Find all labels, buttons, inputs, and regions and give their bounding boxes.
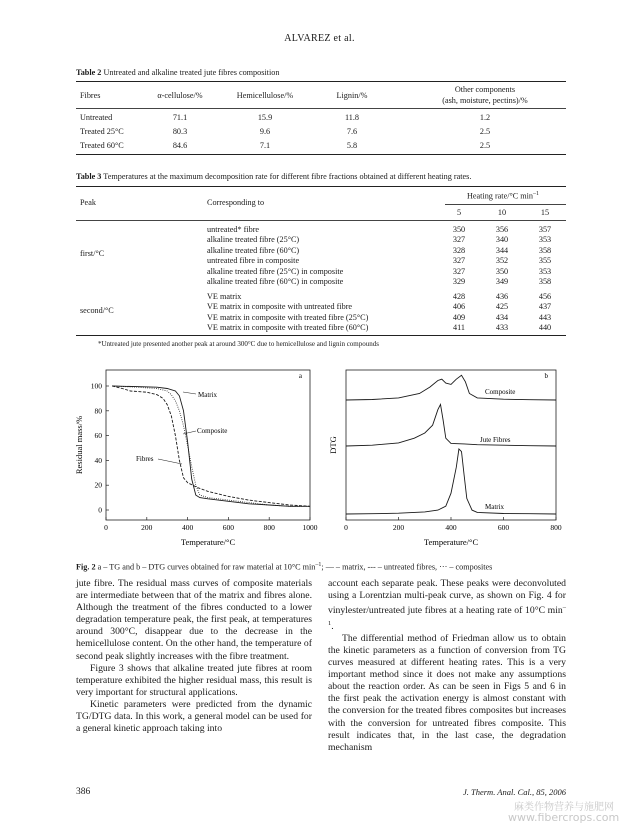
paragraph: The differential method of Friedman allow us to obtain the kinetic parameters as a function of conversion from TG curves measured at different heating rates. This is a very important method since it does not make any assumptions about the reaction order. As can be seen in Figs 5 and 6 in the first peak the activation energy is almost constant with the conversion for the treated fibres composites but increases with the conversion for untreated fibres composite. This result indicates that, in the last case, the degradation mechanism (328, 632, 566, 753)
rate-header-5: 5 (456, 208, 462, 217)
table-cell: alkaline treated fibre (60°C) (207, 245, 300, 255)
x-tick-label: 600 (222, 523, 235, 532)
table-cell: 352 (495, 256, 509, 266)
table-cell: Treated 25°C (80, 127, 124, 136)
table-cell: 443 (538, 312, 552, 322)
table-cell: 7.1 (259, 141, 271, 150)
table2-caption (76, 67, 279, 78)
table3-bottom-rule (76, 335, 566, 336)
table3-header-rule (76, 220, 566, 221)
table2-header-other-1: Other components (454, 85, 516, 94)
table-cell: 357 (538, 225, 552, 234)
panel-a-annotation-matrix: Matrix (198, 391, 218, 399)
x-tick-label: 400 (181, 523, 194, 532)
table3-top-rule (76, 186, 566, 187)
journal-reference: J. Therm. Anal. Cal., 85, 2006 (462, 787, 566, 797)
table3-peak-second: second/°C (80, 306, 114, 315)
figure-caption-text: a – TG and b – DTG curves obtained for raw material at 10°C min (95, 562, 316, 572)
table-cell: 327 (452, 235, 466, 245)
series-line-fibres (112, 386, 310, 506)
table-cell: 350 (452, 225, 466, 234)
paragraph-text: account each separate peak. These peaks were deconvoluted using a Lorentzian multi-peak curve, as shown on Fig. 4 for vinylester/untreated jute fibres at a heating rate of 10°C min (328, 578, 566, 617)
figure-caption-sup: –1 (315, 562, 322, 568)
y-tick-label: 60 (94, 431, 102, 441)
series-label-composite: Composite (485, 388, 516, 396)
series-label-matrix: Matrix (485, 503, 505, 511)
table-cell: 71.1 (172, 113, 188, 122)
panel-a-annotation-fibres: Fibres (136, 455, 154, 463)
table-cell: 434 (495, 312, 509, 322)
watermark-line1: 麻类作物营养与施肥网 (514, 802, 614, 813)
table-cell: 340 (495, 235, 509, 245)
rate-header-15: 15 (540, 208, 550, 217)
table-cell: VE matrix in composite with treated fibre (60°C) (207, 323, 369, 333)
table3-header-heating (440, 191, 566, 201)
table2-header-rule (76, 108, 566, 109)
table-cell: 406 (452, 302, 466, 312)
table-cell: 5.8 (346, 141, 358, 150)
series-line-matrix (346, 449, 556, 514)
table-cell: 329 (452, 277, 466, 286)
table-cell: 411 (453, 323, 465, 333)
x-tick-label: 0 (104, 523, 108, 532)
series-line-jute-fibres (346, 404, 556, 446)
paragraph: jute fibre. The residual mass curves of composite materials are intermediate between that of the matrix and fibres alone. Although the treatment of the fibres conducted to a lower degradation temperature peak, the first peak, at temperatures around 300°C, disappear due to the decrease in the hemicellulose content. On the other hand, the temperature of second peak slightly increases with the fibre treatment. (76, 578, 312, 662)
table-cell: Treated 60°C (80, 141, 124, 150)
panel-b-xlabel: Temperature/°C (423, 537, 479, 547)
table-cell: untreated fibre in composite (207, 256, 300, 266)
y-tick-label: 80 (94, 406, 102, 416)
body-column-right (328, 578, 566, 754)
paragraph: Figure 3 shows that alkaline treated jute fibres at room temperature exhibited the higher residual mass, this result is very important for structural applications. (76, 662, 312, 698)
heating-rate-sup: –1 (533, 191, 540, 197)
table-cell: 353 (538, 235, 552, 245)
y-tick-label: 100 (90, 381, 102, 391)
table-cell: 327 (452, 266, 466, 276)
watermark-line2: www.fibercrops.com (508, 811, 620, 824)
table-cell: VE matrix in composite with treated fibre (25°C) (207, 312, 369, 322)
table-cell: 409 (452, 312, 466, 322)
table3-header-peak: Peak (80, 198, 96, 207)
table-cell: 356 (495, 225, 509, 234)
table-cell: 7.6 (346, 127, 358, 136)
heating-rate-label: Heating rate/°C min (466, 191, 534, 201)
table-cell: 1.2 (479, 113, 491, 122)
annotation-leader (158, 459, 182, 464)
table2-header-hemicellulose: Hemicellulose/% (236, 91, 294, 100)
rate-header-10: 10 (497, 208, 507, 217)
table3-caption-label: Table 3 (76, 172, 102, 181)
panel-a-ylabel: Residual mass/% (74, 415, 84, 475)
x-tick-label: 800 (263, 523, 275, 532)
series-line-composite (112, 386, 310, 506)
panel-b-label: b (544, 372, 548, 380)
table2-header-fibres: Fibres (80, 91, 101, 100)
table-cell: 15.9 (257, 113, 273, 122)
running-head: ALVAREZ et al. (284, 33, 355, 44)
table-cell: untreated* fibre (207, 225, 260, 234)
table-cell: 11.8 (344, 113, 360, 122)
x-tick-label: 600 (497, 523, 510, 532)
y-tick-label: 20 (94, 480, 102, 490)
series-label-jute-fibres: Jute Fibres (480, 436, 511, 444)
panel-a-annotation-composite: Composite (197, 427, 228, 435)
table-cell: Untreated (80, 113, 113, 122)
x-tick-label: 800 (550, 523, 562, 532)
table3-caption-text: Temperatures at the maximum decomposition rate for different fibre fractions obtained at different heating rates. (101, 172, 472, 181)
table-cell: 355 (538, 256, 552, 266)
page-number: 386 (76, 787, 91, 797)
x-tick-label: 400 (445, 523, 457, 532)
table-cell: 349 (495, 277, 509, 286)
panel-a-xlabel: Temperature/°C (180, 537, 236, 547)
table3-header-corresponding: Corresponding to (207, 198, 265, 207)
table-cell: 84.6 (172, 141, 188, 150)
table2-caption-label: Table 2 (76, 68, 102, 77)
table-cell: 353 (538, 266, 552, 276)
table-cell: 436 (495, 292, 509, 301)
panel-a-tg-chart (74, 370, 318, 547)
table3-heating-rule (445, 204, 566, 205)
panel-b-ylabel: DTG (328, 436, 338, 454)
table-cell: 350 (495, 266, 509, 276)
figure-caption-tail: ; — – matrix, --- – untreated fibres, ··· – composites (321, 562, 493, 572)
table-cell: alkaline treated fibre (25°C) in composite (207, 266, 344, 276)
table-cell: 428 (452, 292, 466, 301)
series-line-composite (346, 375, 556, 400)
table-cell: VE matrix in composite with untreated fibre (207, 302, 353, 312)
table-cell: 437 (538, 302, 552, 312)
y-tick-label: 0 (98, 505, 102, 515)
x-tick-label: 200 (141, 523, 153, 532)
table-cell: 328 (452, 245, 466, 255)
table2-header-lignin: Lignin/% (336, 91, 368, 100)
table3-caption (76, 171, 576, 182)
figure-caption-label: Fig. 2 (76, 562, 96, 572)
table-cell: 358 (538, 245, 552, 255)
paragraph: Kinetic parameters were predicted from the dynamic TG/DTG data. In this work, a general model can be used for a general kinetic approach taking into (76, 698, 312, 735)
table-cell: 9.6 (259, 127, 271, 136)
x-tick-label: 200 (392, 523, 405, 532)
figure-2 (70, 362, 570, 558)
table-cell: alkaline treated fibre (60°C) in composite (207, 277, 344, 286)
table-cell: 358 (538, 277, 552, 286)
annotation-leader (183, 392, 196, 394)
paragraph-end: . (331, 620, 334, 632)
table-cell: 433 (495, 323, 509, 333)
table-cell: 456 (538, 292, 552, 301)
panel-b-dtg-chart (328, 370, 562, 547)
table-cell: 440 (538, 323, 552, 333)
y-tick-label: 40 (94, 455, 102, 465)
paragraph-sup: –1 (328, 604, 566, 627)
table-cell: 327 (452, 256, 466, 266)
series-line-matrix (112, 386, 310, 506)
table-cell: 2.5 (479, 127, 491, 136)
table3-footnote: *Untreated jute presented another peak at around 300°C due to hemicellulose and lignin compounds (98, 340, 379, 348)
table2-header-other-2: (ash, moisture, pectins)/% (442, 96, 528, 105)
figure-caption (76, 560, 586, 573)
table-cell: 2.5 (479, 141, 491, 150)
x-tick-label: 0 (344, 523, 348, 532)
table-cell: VE matrix (207, 292, 242, 301)
table2-header-cellulose: α-cellulose/% (157, 91, 203, 100)
table2-bottom-rule (76, 154, 566, 155)
table-cell: 425 (495, 302, 509, 312)
table2-top-rule (76, 81, 566, 82)
body-column-left (76, 578, 312, 735)
paragraph (328, 578, 566, 633)
table2-caption-text: Untreated and alkaline treated jute fibres composition (101, 68, 280, 77)
table3-peak-first: first/°C (80, 249, 105, 258)
table-cell: 344 (495, 245, 509, 255)
table-cell: alkaline treated fibre (25°C) (207, 235, 300, 245)
panel-a-label: a (298, 372, 302, 380)
x-tick-label: 1000 (302, 523, 318, 532)
table-cell: 80.3 (172, 127, 188, 136)
